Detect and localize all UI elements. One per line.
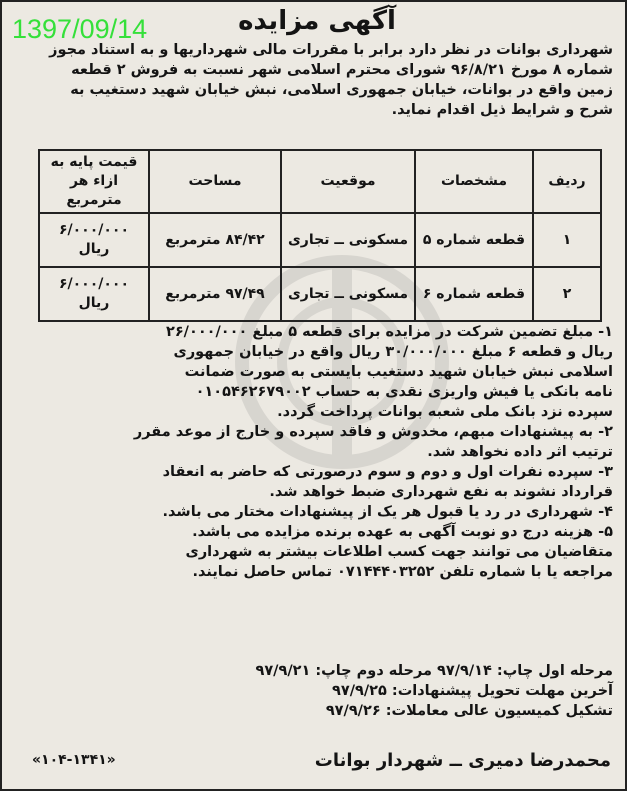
- term-line: ۳- سپرده نفرات اول و دوم و سوم درصورتی که حاضر به انعقاد: [162, 464, 613, 480]
- term-line: متقاضیان می توانند جهت کسب اطلاعات بیشتر به شهرداری: [185, 544, 613, 560]
- cell-row-number: ۱: [533, 213, 601, 267]
- mayor-signature: محمدرضا دمیری ــ شهردار بوانات: [314, 750, 611, 771]
- term-line: ۱- مبلغ تضمین شرکت در مزایده برای قطعه ۵ مبلغ ۲۶/۰۰۰/۰۰۰: [165, 324, 613, 340]
- signature-line: [32, 750, 611, 771]
- header-spec: مشخصات: [415, 150, 533, 213]
- cell-row-number: ۲: [533, 267, 601, 321]
- term-line: ترتیب اثر داده نخواهد شد.: [427, 444, 613, 460]
- term-line: ۵- هزینه درج دو نوبت آگهی به عهده برنده مزایده می باشد.: [192, 524, 613, 540]
- cell-area: ۹۷/۴۹ مترمربع: [149, 267, 281, 321]
- commission-date: تشکیل کمیسیون عالی معاملات: ۹۷/۹/۲۶: [325, 703, 613, 719]
- term-line: ریال و قطعه ۶ مبلغ ۳۰/۰۰۰/۰۰۰ ریال واقع در خیابان جمهوری: [173, 344, 613, 360]
- ad-code: «۱۰۴-۱۳۴۱»: [32, 752, 116, 768]
- intro-line: زمین واقع در بوانات، خیابان جمهوری اسلامی، نبش خیابان شهید دستغیب به: [70, 82, 613, 98]
- land-plots-table: [38, 149, 602, 322]
- cell-price: ۶/۰۰۰/۰۰۰ ریال: [39, 267, 149, 321]
- cell-spec: قطعه شماره ۵: [415, 213, 533, 267]
- intro-paragraph: [14, 40, 613, 120]
- term-line: اسلامی نبش خیابان شهید دستغیب بایستی به صورت ضمانت: [184, 364, 613, 380]
- intro-line: شماره ۸ مورخ ۹۶/۸/۲۱ شورای محترم اسلامی شهر نسبت به فروش ۲ قطعه: [71, 62, 613, 78]
- term-line: مراجعه یا با شماره تلفن ۰۷۱۴۴۴۰۳۲۵۲ تماس حاصل نمایند.: [192, 564, 613, 580]
- term-line: ۴- شهرداری در رد یا قبول هر یک از پیشنهادات مختار می باشد.: [162, 504, 613, 520]
- term-line: قرارداد نشوند به نفع شهرداری ضبط خواهد شد.: [269, 484, 613, 500]
- table-row: [39, 267, 601, 321]
- header-row-number: ردیف: [533, 150, 601, 213]
- dates-block: [14, 661, 613, 721]
- cell-location: مسکونی ــ تجاری: [281, 267, 415, 321]
- intro-line: شهرداری بوانات در نظر دارد برابر با مقررات مالی شهرداریها و به استناد مجوز: [49, 42, 613, 58]
- cell-price: ۶/۰۰۰/۰۰۰ ریال: [39, 213, 149, 267]
- term-line: نامه بانکی یا فیش واریزی نقدی به حساب ۰۱۰۵۴۶۲۶۷۹۰۰۲: [195, 384, 613, 400]
- table-row: [39, 213, 601, 267]
- print-dates: مرحله اول چاپ: ۹۷/۹/۱۴ مرحله دوم چاپ: ۹۷/۹/۲۱: [255, 663, 613, 679]
- cell-area: ۸۴/۴۲ مترمربع: [149, 213, 281, 267]
- table-header-row: [39, 150, 601, 213]
- cell-spec: قطعه شماره ۶: [415, 267, 533, 321]
- notice-title: آگهی مزایده: [238, 6, 396, 36]
- term-line: ۲- به پیشنهادات مبهم، مخدوش و فاقد سپرده و خارج از موعد مقرر: [133, 424, 613, 440]
- cell-location: مسکونی ــ تجاری: [281, 213, 415, 267]
- header-location: موقعیت: [281, 150, 415, 213]
- term-line: سپرده نزد بانک ملی شعبه بوانات پرداخت گردد.: [277, 404, 613, 420]
- intro-line: شرح و شرایط ذیل اقدام نماید.: [391, 102, 613, 118]
- proposal-deadline: آخرین مهلت تحویل پیشنهادات: ۹۷/۹/۲۵: [332, 683, 613, 699]
- date-stamp: 1397/09/14: [12, 14, 148, 44]
- header-price: قیمت پایه به ازاء هر مترمربع: [39, 150, 149, 213]
- terms-list: [14, 322, 613, 582]
- header-area: مساحت: [149, 150, 281, 213]
